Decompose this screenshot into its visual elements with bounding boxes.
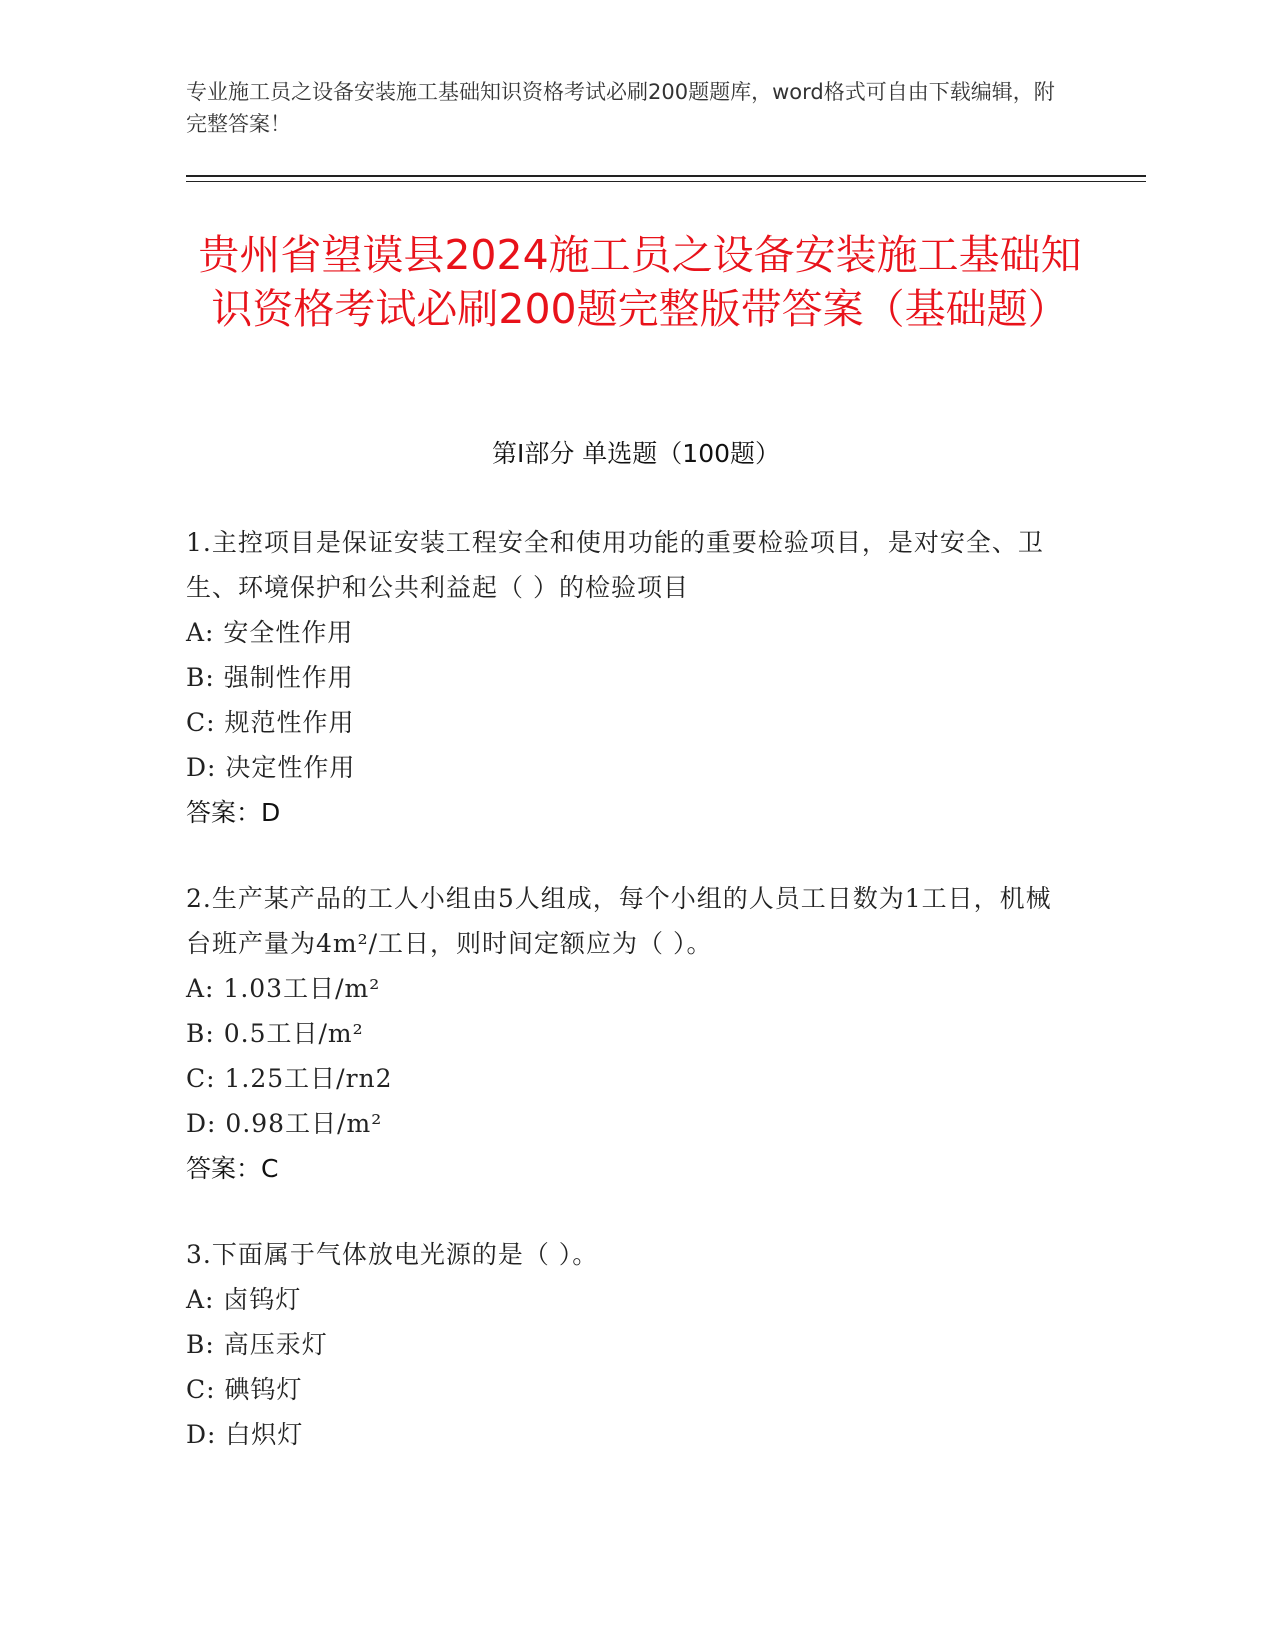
header-divider-thin [186, 181, 1146, 182]
option-a: A: 1.03工日/m² [186, 974, 381, 1003]
header-divider-thick [186, 175, 1146, 177]
question-item [186, 876, 1056, 1191]
header-note: 专业施工员之设备安装施工基础知识资格考试必刷200题题库，word格式可自由下载编辑，附完整答案！ [186, 80, 1055, 136]
option-b: B: 高压汞灯 [186, 1330, 328, 1359]
option-c: C: 碘钨灯 [186, 1375, 303, 1404]
option-d: D: 0.98工日/m² [186, 1109, 383, 1138]
answer-line: 答案：D [186, 798, 281, 827]
option-c: C: 规范性作用 [186, 708, 355, 737]
document-title: 贵州省望谟县2024施工员之设备安装施工基础知识资格考试必刷200题完整版带答案（基础题） [198, 231, 1082, 333]
option-b: B: 0.5工日/m² [186, 1019, 364, 1048]
option-a: A: 安全性作用 [186, 618, 354, 647]
question-stem: 1.主控项目是保证安装工程安全和使用功能的重要检验项目，是对安全、卫生、环境保护和公共利益起（ ）的检验项目 [186, 528, 1044, 602]
question-stem: 3.下面属于气体放电光源的是（ ）。 [186, 1240, 599, 1269]
option-d: D: 白炽灯 [186, 1420, 304, 1449]
option-c: C: 1.25工日/rn2 [186, 1064, 393, 1093]
question-list [186, 520, 1056, 1498]
option-a: A: 卤钨灯 [186, 1285, 302, 1314]
question-stem: 2.生产某产品的工人小组由5人组成，每个小组的人员工日数为1工日，机械台班产量为4m²/工日，则时间定额应为（ ）。 [186, 884, 1052, 958]
section-heading: 第I部分 单选题（100题） [491, 439, 781, 468]
question-item [186, 520, 1056, 835]
option-d: D: 决定性作用 [186, 753, 356, 782]
option-b: B: 强制性作用 [186, 663, 354, 692]
question-item [186, 1232, 1056, 1457]
answer-line: 答案：C [186, 1154, 279, 1183]
